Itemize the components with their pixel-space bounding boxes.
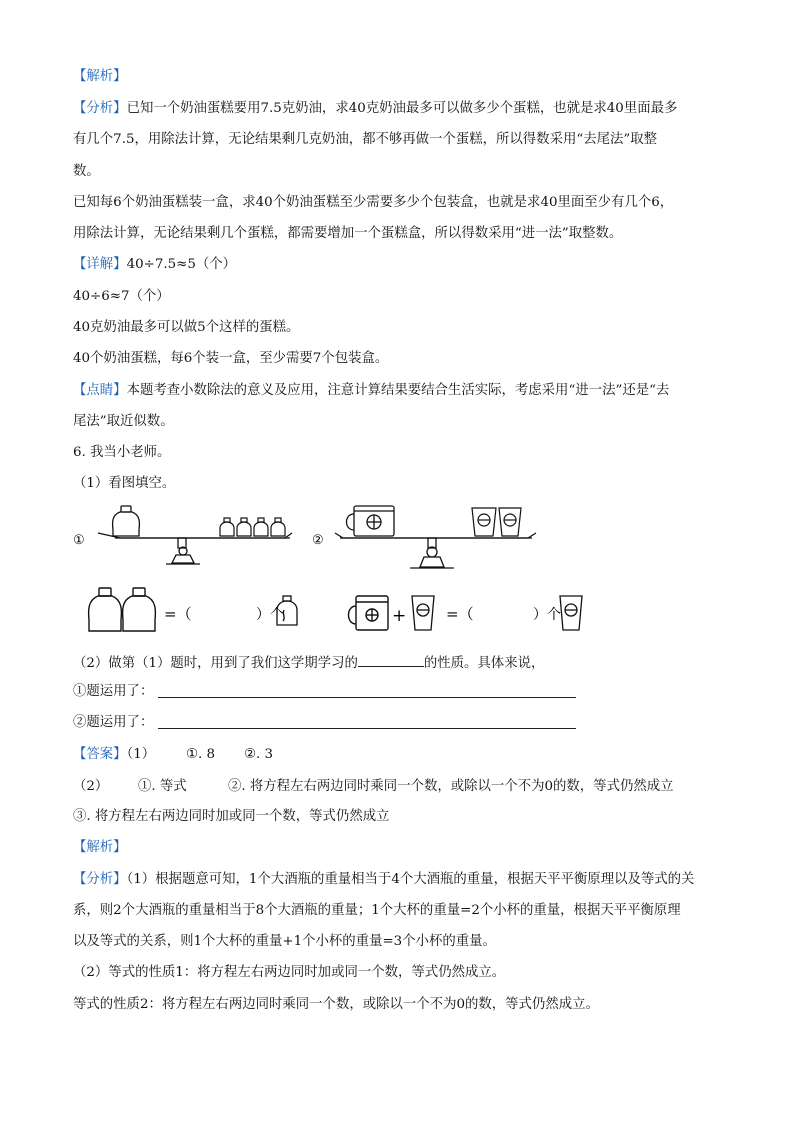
answer-row-1: 【答案】（1）	[73, 747, 156, 762]
xiangjie-line-1: 【详解】40÷7.5≈5（个）	[73, 257, 237, 272]
big-bottle-on-scale-icon	[113, 506, 140, 536]
two-big-bottles-icon	[89, 588, 156, 631]
answer-1-a: ①. 8	[186, 747, 216, 762]
answer-1-b: ②. 3	[244, 747, 274, 762]
equation-1-close: ）个	[256, 607, 284, 623]
answer-row-2-label: （2）	[73, 779, 109, 794]
balance-figures	[0, 500, 794, 650]
analysis-line-2: 系，则2个大酒瓶的重量相当于8个大酒瓶的重量；1个大杯的重量=2个小杯的重量，根据天平平衡原理	[73, 903, 681, 918]
fenxi-line-4: 已知每6个奶油蛋糕装一盒，求40个奶油蛋糕至少需要多少个包装盒，也就是求40里面至少有几个6，	[73, 195, 674, 210]
fenxi-tag: 【分析】	[73, 101, 127, 116]
balance-scale-2	[335, 533, 536, 568]
jiexi-heading-2: 【解析】	[73, 840, 127, 855]
q1-use-label: ①题运用了：	[73, 684, 154, 699]
xiangjie-tag: 【详解】	[73, 257, 127, 272]
answer-blank[interactable]	[358, 652, 424, 667]
big-cup-on-scale-icon	[347, 506, 395, 536]
analysis-line-4: （2）等式的性质1：将方程左右两边同时加或同一个数，等式仍然成立。	[73, 965, 506, 980]
dianjing-tag: 【点睛】	[73, 383, 127, 398]
answer-2-a: ①. 等式	[138, 779, 187, 794]
xiangjie-line-4: 40个奶油蛋糕，每6个装一盒，至少需要7个包装盒。	[73, 351, 389, 366]
fenxi-line-2: 有几个7.5，用除法计算，无论结果剩几克奶油，都不够再做一个蛋糕，所以得数采用“去尾法”取整	[73, 132, 657, 147]
q2-use-answer-line[interactable]	[158, 728, 576, 729]
figure-2-number: ②	[312, 533, 324, 548]
small-cup-icon-1	[412, 596, 434, 630]
big-cup-icon	[349, 596, 389, 630]
equation-2-close: ）个	[533, 607, 561, 623]
answer-tag: 【答案】	[73, 747, 127, 762]
equation-2-plus: +	[392, 606, 407, 626]
dianjing-line-2: 尾法”取近似数。	[73, 414, 174, 429]
part2-prompt: （2）做第（1）题时，用到了我们这学期学习的 的性质。具体来说，	[73, 652, 544, 673]
small-cups-on-scale-icon	[472, 508, 521, 536]
equation-1-equals: =（	[164, 605, 192, 623]
answer-2-b: ②. 将方程左右两边同时乘同一个数，或除以一个不为0的数，等式仍然成立	[228, 779, 674, 794]
xiangjie-line-3: 40克奶油最多可以做5个这样的蛋糕。	[73, 320, 300, 335]
question-title: 6. 我当小老师。	[73, 445, 171, 460]
fenxi-tag-2: 【分析】	[73, 872, 127, 887]
fenxi-line-3: 数。	[73, 164, 100, 179]
part1-label: （1）看图填空。	[73, 476, 176, 491]
balance-scale-1	[98, 533, 292, 564]
fenxi-line-5: 用除法计算，无论结果剩几个蛋糕，都需要增加一个蛋糕盒，所以得数采用“进一法”取整数。	[73, 226, 623, 241]
small-cup-icon-2	[560, 596, 582, 630]
analysis-line-3: 以及等式的关系，则1个大杯的重量+1个小杯的重量=3个小杯的重量。	[73, 934, 496, 949]
analysis-line-5: 等式的性质2：将方程左右两边同时乘同一个数，或除以一个不为0的数，等式仍然成立。	[73, 997, 599, 1012]
q2-use-label: ②题运用了：	[73, 715, 154, 730]
equation-2-equals: =（	[446, 605, 474, 623]
small-bottles-on-scale-icon	[220, 518, 285, 536]
q1-use-answer-line[interactable]	[158, 697, 576, 698]
analysis-line-1: 【分析】（1）根据题意可知，1个大酒瓶的重量相当于4个大酒瓶的重量，根据天平平衡原理以及等式的关	[73, 872, 695, 887]
xiangjie-line-2: 40÷6≈7（个）	[73, 289, 170, 304]
dianjing-line-1: 【点睛】本题考查小数除法的意义及应用，注意计算结果要结合生活实际，考虑采用“进一法”还是“去	[73, 383, 670, 398]
fenxi-line-1: 【分析】已知一个奶油蛋糕要用7.5克奶油，求40克奶油最多可以做多少个蛋糕，也就是求40里面最多	[73, 101, 678, 116]
figure-1-number: ①	[73, 533, 85, 548]
jiexi-heading: 【解析】	[73, 69, 127, 84]
answer-3-c: ③. 将方程左右两边同时加或同一个数，等式仍然成立	[73, 809, 390, 824]
